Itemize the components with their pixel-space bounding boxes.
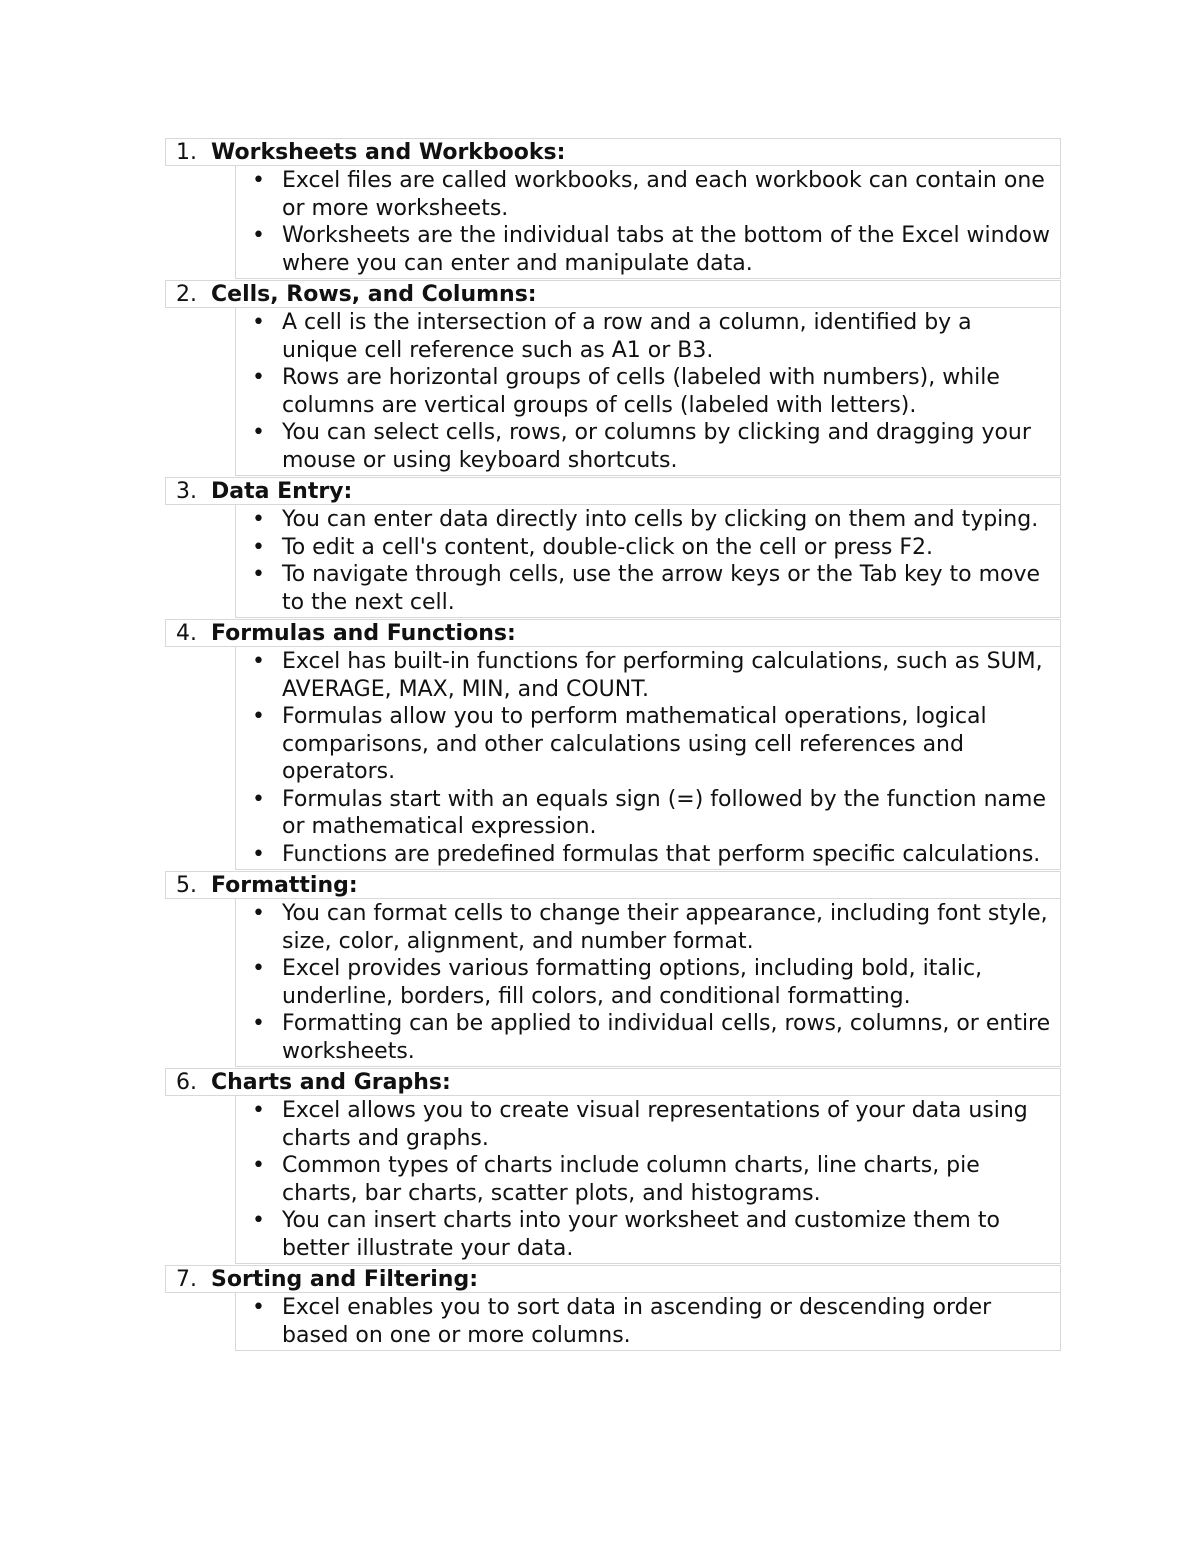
- bullet-item: [236, 534, 1060, 562]
- bullet-dot-icon: •: [252, 1153, 265, 1178]
- section: [165, 477, 1061, 618]
- bullet-text: You can enter data directly into cells by clicking on them and typing.: [282, 507, 1039, 532]
- section: [165, 619, 1061, 870]
- bullet-text: Excel has built-in functions for performing calculations, such as SUM, AVERAGE, MAX, MIN, and COUNT.: [282, 649, 1043, 702]
- bullet-item: [236, 364, 1060, 419]
- section-number: 1.: [176, 140, 197, 165]
- bullet-item: [236, 561, 1060, 616]
- bullet-dot-icon: •: [252, 704, 265, 729]
- bullet-text: You can select cells, rows, or columns by clicking and dragging your mouse or using keyboard shortcuts.: [282, 420, 1031, 473]
- bullet-list: [235, 647, 1061, 870]
- bullet-text: Formatting can be applied to individual cells, rows, columns, or entire worksheets.: [282, 1011, 1051, 1064]
- bullet-item: [236, 309, 1060, 364]
- bullet-item: [236, 1010, 1060, 1065]
- bullet-text: Formulas allow you to perform mathematical operations, logical comparisons, and other calculations using cell references and operators.: [282, 704, 987, 784]
- bullet-item: [236, 167, 1060, 222]
- bullet-text: Formulas start with an equals sign (=) followed by the function name or mathematical expression.: [282, 786, 1046, 839]
- section-title: Charts and Graphs:: [211, 1070, 451, 1095]
- bullet-dot-icon: •: [252, 649, 265, 674]
- bullet-dot-icon: •: [252, 168, 265, 193]
- bullet-item: [236, 955, 1060, 1010]
- section-heading: [165, 871, 1061, 899]
- bullet-list: [235, 899, 1061, 1067]
- bullet-item: [236, 900, 1060, 955]
- bullet-dot-icon: •: [252, 420, 265, 445]
- section-number: 5.: [176, 873, 197, 898]
- section-heading: [165, 477, 1061, 505]
- bullet-list: [235, 166, 1061, 279]
- section-number: 2.: [176, 282, 197, 307]
- section-number: 3.: [176, 479, 197, 504]
- bullet-text: Excel enables you to sort data in ascending or descending order based on one or more columns.: [282, 1295, 992, 1348]
- bullet-text: To navigate through cells, use the arrow keys or the Tab key to move to the next cell.: [282, 562, 1041, 615]
- bullet-text: Excel files are called workbooks, and each workbook can contain one or more worksheets.: [282, 168, 1045, 221]
- section: [165, 1068, 1061, 1264]
- bullet-item: [236, 786, 1060, 841]
- bullet-text: Worksheets are the individual tabs at the bottom of the Excel window where you can enter and manipulate data.: [282, 223, 1051, 276]
- bullet-item: [236, 506, 1060, 534]
- bullet-dot-icon: •: [252, 786, 265, 812]
- bullet-list: [235, 1293, 1061, 1351]
- section-title: Formatting:: [211, 873, 358, 898]
- bullet-dot-icon: •: [252, 1208, 265, 1233]
- section-heading: [165, 619, 1061, 647]
- section-heading: [165, 1265, 1061, 1293]
- bullet-list: [235, 1096, 1061, 1264]
- bullet-dot-icon: •: [252, 365, 265, 390]
- bullet-item: [236, 1207, 1060, 1262]
- bullet-dot-icon: •: [252, 1098, 265, 1123]
- bullet-dot-icon: •: [252, 1295, 265, 1320]
- bullet-text: Common types of charts include column charts, line charts, pie charts, bar charts, scatter plots, and histograms.: [282, 1153, 980, 1206]
- bullet-text: Excel allows you to create visual representations of your data using charts and graphs.: [282, 1098, 1028, 1151]
- bullet-item: [236, 703, 1060, 786]
- bullet-item: [236, 1294, 1060, 1349]
- bullet-text: You can insert charts into your worksheet and customize them to better illustrate your data.: [282, 1208, 1000, 1261]
- bullet-text: A cell is the intersection of a row and a column, identified by a unique cell reference such as A1 or B3.: [282, 310, 972, 363]
- section-heading: [165, 138, 1061, 166]
- bullet-list: [235, 308, 1061, 476]
- bullet-item: [236, 1152, 1060, 1207]
- bullet-text: You can format cells to change their appearance, including font style, size, color, alignment, and number format.: [282, 901, 1048, 954]
- bullet-item: [236, 841, 1060, 869]
- bullet-text: Rows are horizontal groups of cells (labeled with numbers), while columns are vertical groups of cells (labeled with letters).: [282, 365, 1000, 418]
- section-title: Data Entry:: [211, 479, 353, 504]
- bullet-dot-icon: •: [252, 223, 265, 248]
- document-body: [165, 138, 1061, 1351]
- bullet-dot-icon: •: [252, 901, 265, 926]
- section-heading: [165, 280, 1061, 308]
- section-heading: [165, 1068, 1061, 1096]
- bullet-item: [236, 1097, 1060, 1152]
- section: [165, 1265, 1061, 1351]
- bullet-dot-icon: •: [252, 1011, 265, 1036]
- bullet-dot-icon: •: [252, 562, 265, 587]
- section-title: Worksheets and Workbooks:: [211, 140, 566, 165]
- bullet-dot-icon: •: [252, 507, 265, 532]
- bullet-item: [236, 419, 1060, 474]
- bullet-item: [236, 222, 1060, 277]
- section-title: Formulas and Functions:: [211, 621, 516, 646]
- bullet-text: To edit a cell's content, double-click on the cell or press F2.: [282, 534, 933, 560]
- section-title: Sorting and Filtering:: [211, 1267, 478, 1292]
- section: [165, 138, 1061, 279]
- bullet-dot-icon: •: [252, 841, 265, 867]
- bullet-item: [236, 648, 1060, 703]
- section: [165, 871, 1061, 1067]
- section-number: 4.: [176, 621, 197, 646]
- bullet-dot-icon: •: [252, 310, 265, 335]
- section: [165, 280, 1061, 476]
- bullet-dot-icon: •: [252, 534, 265, 560]
- bullet-text: Functions are predefined formulas that perform specific calculations.: [282, 841, 1041, 867]
- bullet-list: [235, 505, 1061, 618]
- section-number: 7.: [176, 1267, 197, 1292]
- section-title: Cells, Rows, and Columns:: [211, 282, 537, 307]
- bullet-text: Excel provides various formatting options, including bold, italic, underline, borders, fill colors, and conditional formatting.: [282, 956, 983, 1009]
- section-number: 6.: [176, 1070, 197, 1095]
- bullet-dot-icon: •: [252, 956, 265, 981]
